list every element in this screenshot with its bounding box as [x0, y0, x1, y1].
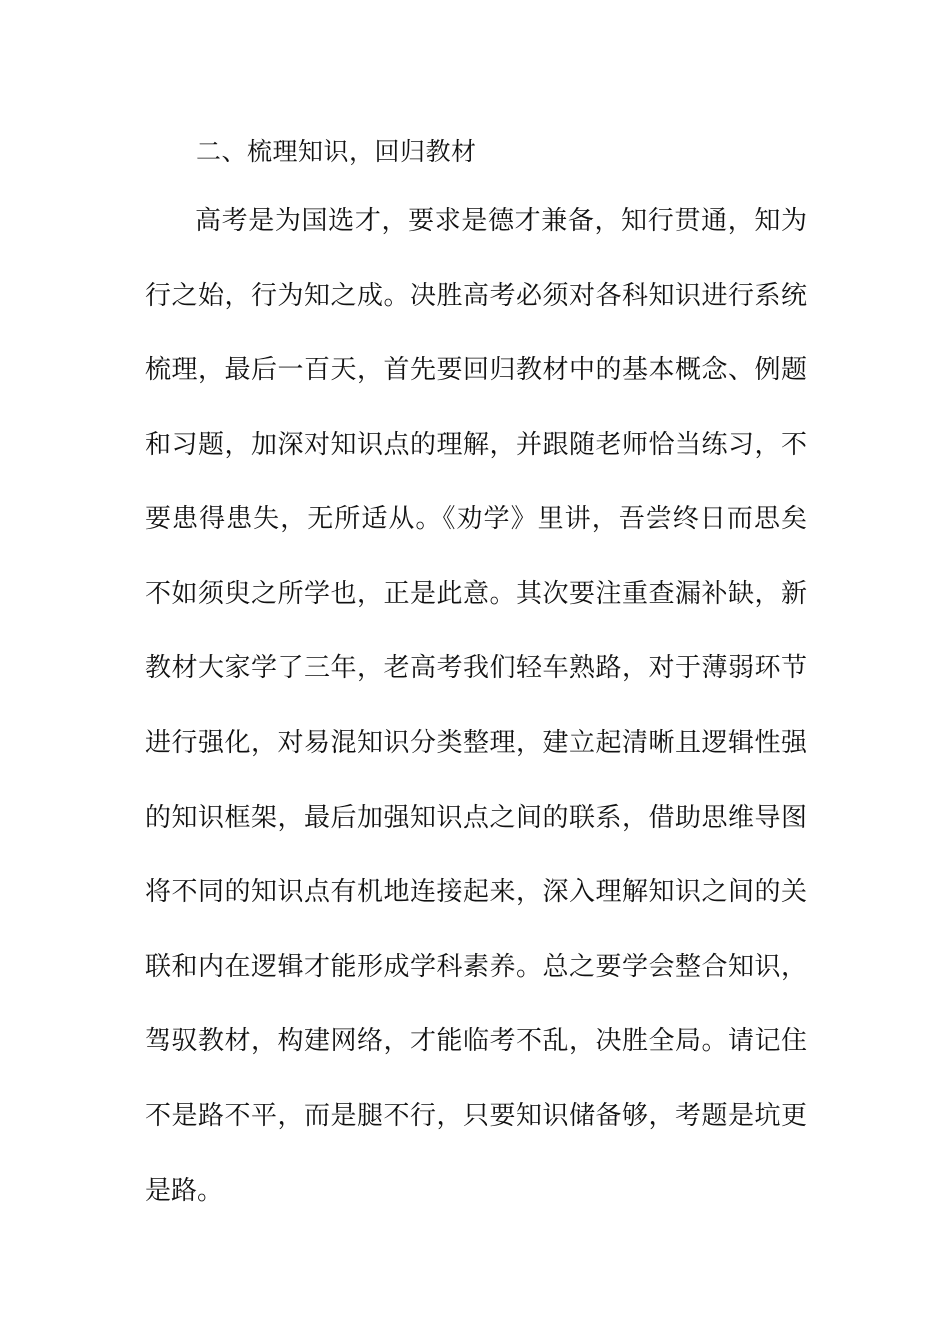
paragraph-line: 将不同的知识点有机地连接起来，深入理解知识之间的关	[145, 877, 807, 907]
paragraph-line: 梳理，最后一百天，首先要回归教材中的基本概念、例题	[145, 355, 807, 385]
paragraph-line: 教材大家学了三年，老高考我们轻车熟路，对于薄弱环节	[145, 653, 807, 683]
paragraph-line: 行之始，行为知之成。决胜高考必须对各科知识进行系统	[145, 281, 807, 311]
paragraph-line: 联和内在逻辑才能形成学科素养。总之要学会整合知识，	[145, 952, 807, 982]
paragraph-line: 进行强化，对易混知识分类整理，建立起清晰且逻辑性强	[145, 728, 807, 758]
paragraph-line: 和习题，加深对知识点的理解，并跟随老师恰当练习，不	[145, 430, 807, 460]
paragraph-line: 是路。	[145, 1176, 224, 1206]
paragraph-line: 高考是为国选才，要求是德才兼备，知行贯通，知为	[195, 206, 807, 236]
paragraph-line: 要患得患失，无所适从。《劝学》里讲，吾尝终日而思矣	[145, 504, 807, 534]
paragraph-line: 不是路不平，而是腿不行，只要知识储备够，考题是坑更	[145, 1101, 807, 1131]
paragraph-line: 的知识框架，最后加强知识点之间的联系，借助思维导图	[145, 803, 807, 833]
paragraph-line: 不如须臾之所学也，正是此意。其次要注重查漏补缺，新	[145, 579, 807, 609]
section-heading: 二、梳理知识，回归教材	[196, 137, 477, 166]
paragraph-line: 驾驭教材，构建网络，才能临考不乱，决胜全局。请记住	[145, 1026, 807, 1056]
